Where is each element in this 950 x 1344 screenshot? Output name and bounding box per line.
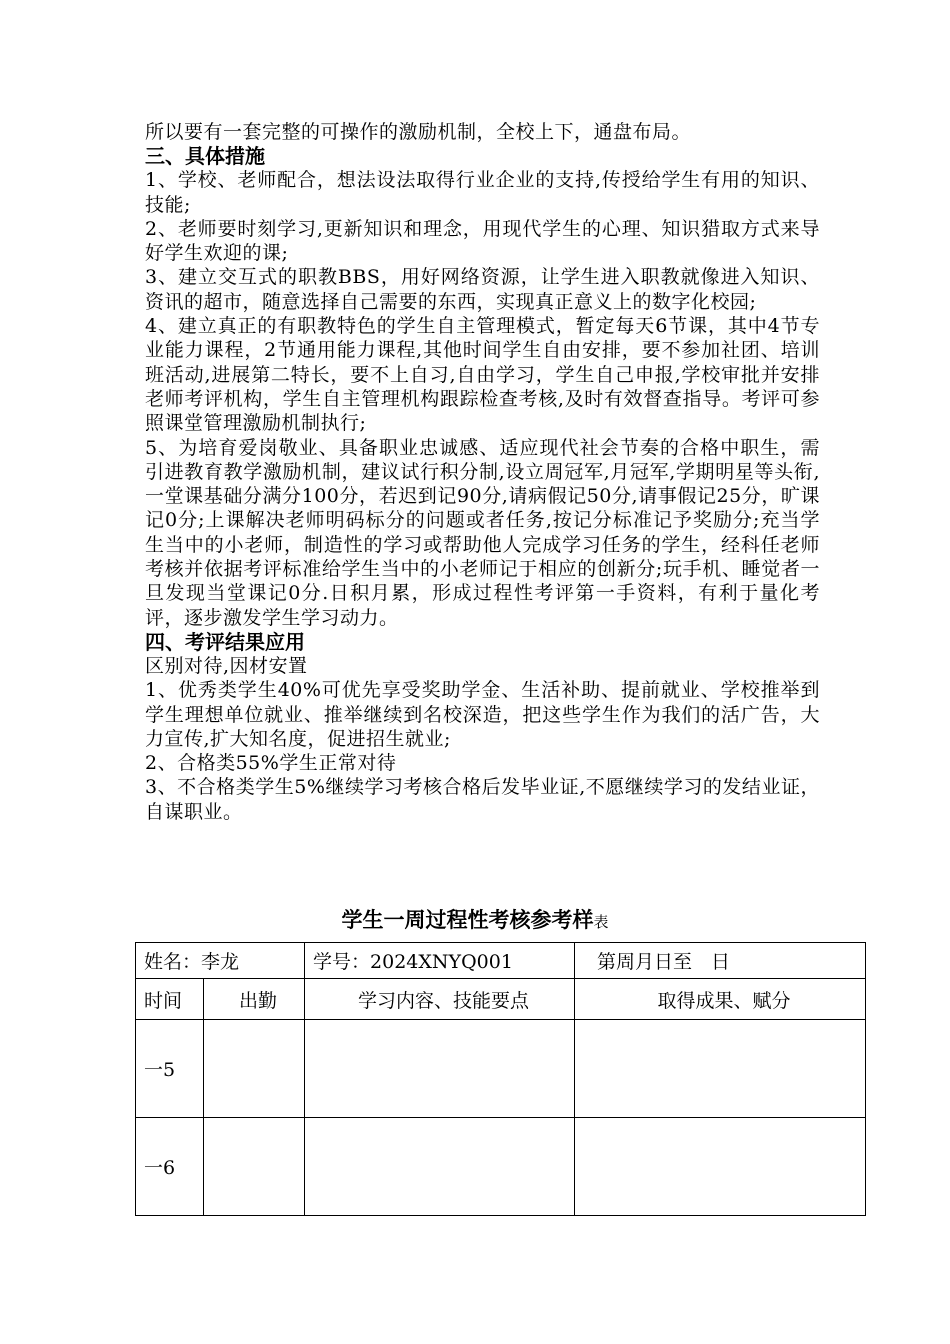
section-heading: 三、具体措施: [145, 144, 265, 169]
document-body: [145, 120, 820, 824]
list-item: 4、建立真正的有职教特色的学生自主管理模式，暂定每天6节课，其中4节专业能力课程，2节通用能力课程,其他时间学生自由安排，要不参加社团、培训班活动,进展第二特长，要不上自习,自由学习，学生自己申报,学校审批并安排老师考评机构，学生自主管理机构跟踪检查考核,及时有效督查指导。考评可参照课堂管理激励机制执行;: [145, 315, 820, 435]
col-content: 学习内容、技能要点: [305, 979, 575, 1020]
paragraph: 所以要有一套完整的可操作的激励机制，全校上下，通盘布局。: [145, 121, 692, 143]
list-item: 2、合格类55%学生正常对待: [145, 752, 397, 775]
section-heading: 四、考评结果应用: [145, 629, 305, 654]
col-attendance: 出勤: [204, 979, 305, 1020]
table-header-row: [136, 943, 866, 979]
week-cell: 第周月日至 日: [575, 943, 866, 979]
paragraph: 区别对待,因材安置: [145, 654, 308, 677]
day-cell: 一6: [136, 1118, 204, 1216]
student-name-cell: 姓名：李龙: [136, 943, 305, 979]
list-item: 5、为培育爱岗敬业、具备职业忠诚感、适应现代社会节奏的合格中职生，需引进教育教学激励机制，建议试行积分制,设立周冠军,月冠军,学期明星等头衔,一堂课基础分满分100分，若迟到记90分,请病假记50分,请事假记25分，旷课记0分;上课解决老师明码标分的问题或者任务,按记分标准记予奖励分;充当学生当中的小老师，制造性的学习或帮助他人完成学习任务的学生，经科任老师考核并依据考评标准给学生当中的小老师记于相应的创新分;玩手机、睡觉者一旦发现当堂课记0分.日积月累，形成过程性考评第一手资料，有利于量化考评，逐步激发学生学习动力。: [145, 436, 820, 629]
list-item: 3、建立交互式的职教BBS，用好网络资源，让学生进入职教就像进入知识、资讯的超市，随意选择自己需要的东西，实现真正意义上的数字化校园;: [145, 266, 820, 313]
table-row: [136, 1118, 866, 1216]
table-column-headers: [136, 979, 866, 1020]
student-id-cell: 学号：2024XNYQ001: [305, 943, 575, 979]
list-item: 3、不合格类学生5%继续学习考核合格后发毕业证,不愿继续学习的发结业证，自谋职业。: [145, 776, 820, 823]
table-title-text: 学生一周过程性考核参考样: [341, 908, 594, 932]
result-cell: [575, 1118, 866, 1216]
list-item: 2、老师要时刻学习,更新知识和理念，用现代学生的心理、知识猎取方式来导好学生欢迎的课;: [145, 217, 820, 265]
list-item: 1、优秀类学生40%可优先享受奖助学金、生活补助、提前就业、学校推举到学生理想单位就业、推举继续到名校深造，把这些学生作为我们的活广告，大力宣传,扩大知名度，促进招生就业;: [145, 679, 820, 750]
result-cell: [575, 1020, 866, 1118]
content-cell: [305, 1118, 575, 1216]
assessment-table: [135, 942, 866, 1216]
day-cell: 一5: [136, 1020, 204, 1118]
table-title-suffix: 表: [593, 913, 609, 931]
content-cell: [305, 1020, 575, 1118]
attendance-cell: [204, 1118, 305, 1216]
table-row: [136, 1020, 866, 1118]
table-title: [0, 906, 950, 936]
col-time: 时间: [136, 979, 204, 1020]
col-result: 取得成果、赋分: [575, 979, 866, 1020]
list-item: 1、学校、老师配合，想法设法取得行业企业的支持,传授给学生有用的知识、技能;: [145, 169, 820, 216]
attendance-cell: [204, 1020, 305, 1118]
